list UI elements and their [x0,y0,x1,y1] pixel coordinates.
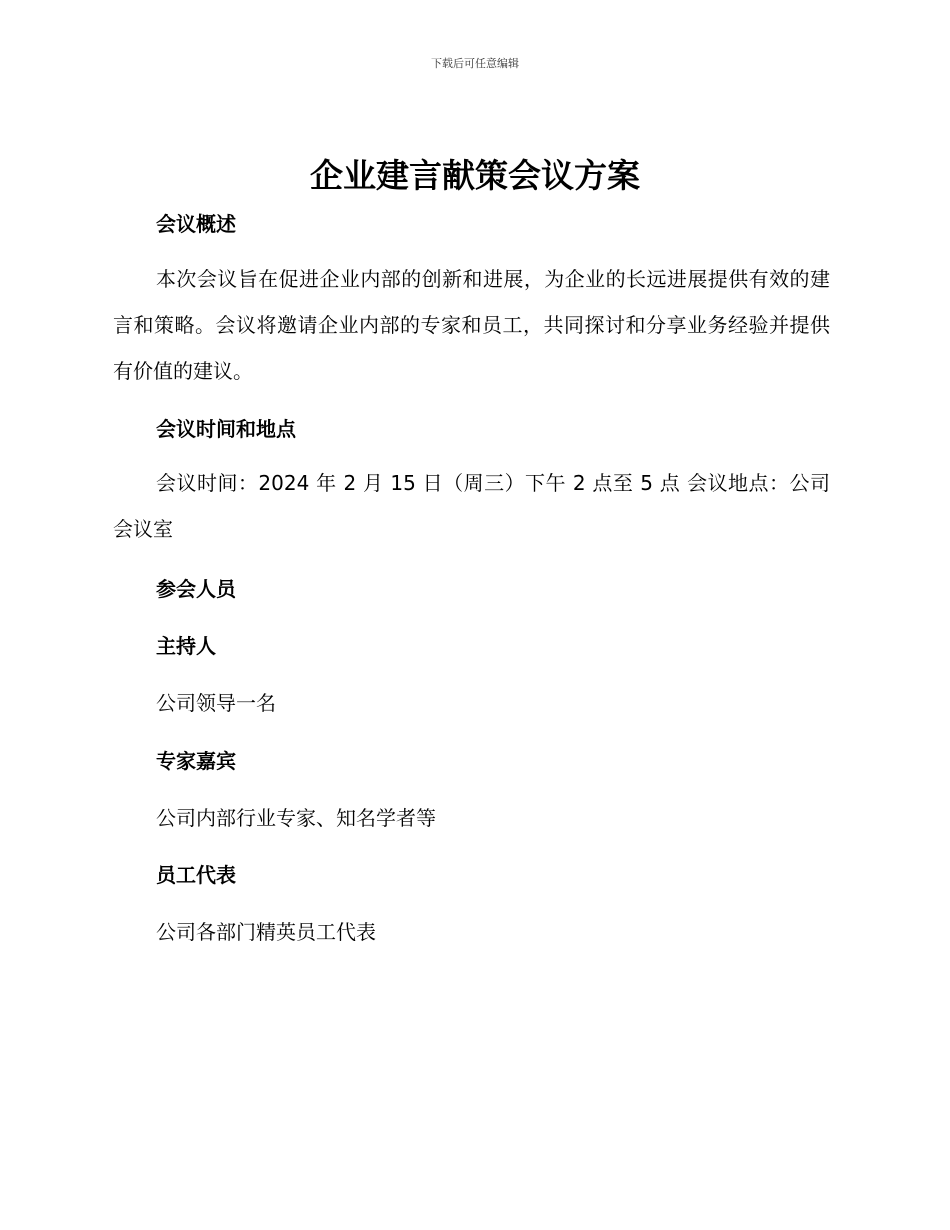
paragraph-experts: 公司内部行业专家、知名学者等 [156,806,436,830]
section-heading-time-place: 会议时间和地点 [156,417,296,441]
paragraph-overview: 本次会议旨在促进企业内部的创新和进展，为企业的长远进展提供有效的建言和策略。会议将邀请企业内部的专家和员工，共同探讨和分享业务经验并提供有价值的建议。 [113,267,830,383]
section-heading-host: 主持人 [156,634,216,658]
section-heading-experts: 专家嘉宾 [156,749,236,773]
paragraph-time-place: 会议时间：2024 年 2 月 15 日（周三）下午 2 点至 5 点 会议地点：公司会议室 [113,471,830,541]
document-title: 企业建言献策会议方案 [310,156,640,195]
section-heading-attendees: 参会人员 [156,577,236,601]
paragraph-staff: 公司各部门精英员工代表 [156,920,376,944]
section-heading-staff: 员工代表 [156,863,236,887]
header-note: 下载后可任意编辑 [431,57,519,70]
section-heading-overview: 会议概述 [156,212,236,236]
paragraph-host: 公司领导一名 [156,691,276,715]
